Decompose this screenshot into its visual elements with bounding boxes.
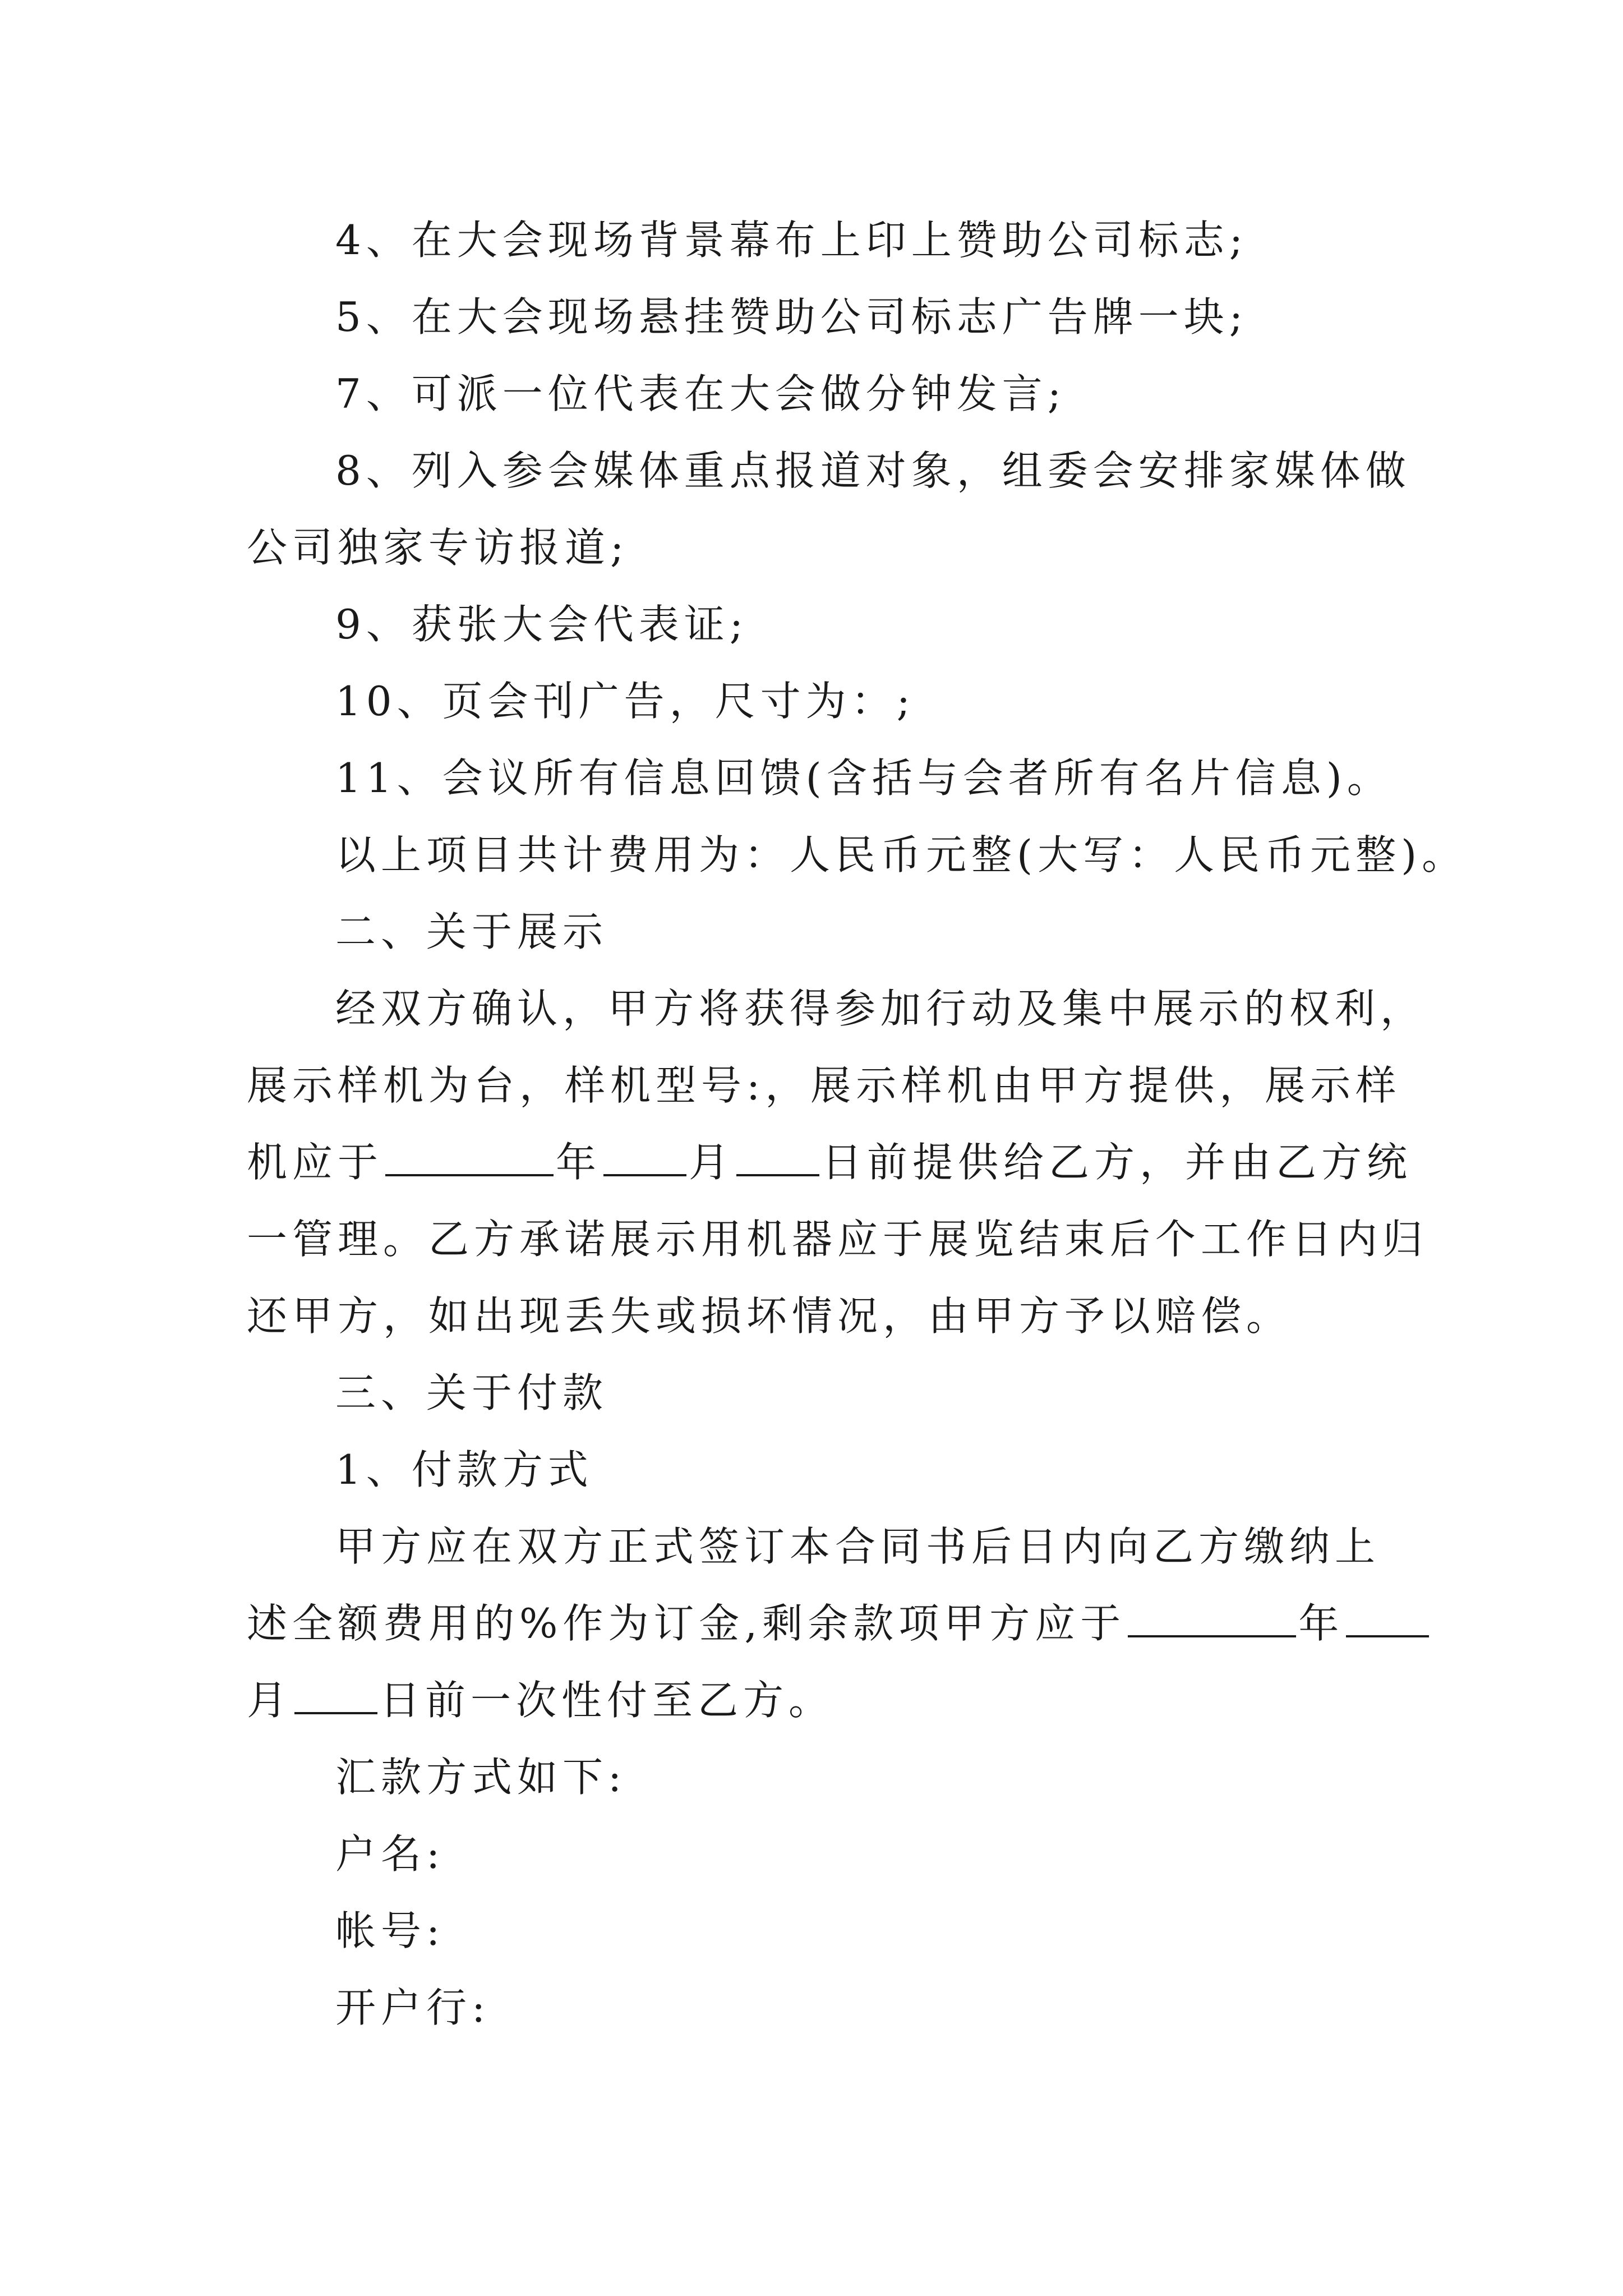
payment-line3-text-a: 月	[247, 1677, 293, 1724]
payment-line2-text-b: 年	[1298, 1600, 1344, 1647]
payment-day-blank	[294, 1676, 377, 1714]
day-blank	[736, 1138, 819, 1176]
display-line3-text-a: 机应于	[247, 1139, 384, 1186]
section-heading-display: 二、关于展示	[335, 908, 608, 955]
month-blank	[603, 1138, 686, 1176]
list-item-9: 9、获张大会代表证;	[335, 601, 749, 648]
payment-para-line1: 甲方应在双方正式签订本合同书后日内向乙方缴纳上	[335, 1523, 1381, 1570]
year-blank	[385, 1138, 554, 1176]
list-item-7: 7、可派一位代表在大会做分钟发言;	[335, 370, 1067, 417]
payment-year-blank	[1128, 1599, 1296, 1637]
display-para-line4: 一管理。乙方承诺展示用机器应于展览结束后个工作日内归	[247, 1216, 1428, 1263]
account-name-label: 户名:	[335, 1830, 445, 1878]
display-line3-text-b: 年	[556, 1139, 602, 1186]
payment-month-blank-a	[1346, 1599, 1429, 1637]
list-item-8-line2: 公司独家专访报道;	[247, 524, 629, 571]
display-line3-text-c: 月	[689, 1139, 735, 1186]
remittance-heading: 汇款方式如下:	[335, 1754, 627, 1801]
account-number-label: 帐号:	[335, 1907, 445, 1954]
bank-label: 开户行:	[335, 1984, 491, 2031]
section-heading-payment: 三、关于付款	[335, 1369, 608, 1416]
document-body	[247, 202, 1468, 2046]
payment-para-line2	[247, 1585, 1380, 1662]
list-item-10: 10、页会刊广告，尺寸为：;	[335, 678, 915, 725]
display-para-line3	[247, 1124, 1413, 1201]
list-item-4: 4、在大会现场背景幕布上印上赞助公司标志;	[335, 217, 1248, 264]
payment-method-heading: 1、付款方式	[335, 1446, 593, 1493]
display-para-line2: 展示样机为台，样机型号:，展示样机由甲方提供，展示样	[247, 1062, 1401, 1109]
display-para-line5: 还甲方，如出现丢失或损坏情况，由甲方予以赔偿。	[247, 1292, 1292, 1340]
display-para-line1: 经双方确认，甲方将获得参加行动及集中展示的权利，	[335, 985, 1426, 1032]
payment-para-line3	[247, 1662, 1380, 1739]
list-item-5: 5、在大会现场悬挂赞助公司标志广告牌一块;	[335, 293, 1248, 341]
list-item-11: 11、会议所有信息回馈(含括与会者所有名片信息)。	[335, 754, 1393, 802]
display-line3-text-d: 日前提供给乙方，并由乙方统	[822, 1139, 1413, 1186]
total-fee-line: 以上项目共计费用为：人民币元整(大写：人民币元整)。	[335, 831, 1468, 878]
payment-line2-text-a: 述全额费用的%作为订金,剩余款项甲方应于	[247, 1600, 1126, 1647]
payment-line3-text-b: 日前一次性付至乙方。	[380, 1677, 834, 1724]
list-item-8-line1: 8、列入参会媒体重点报道对象，组委会安排家媒体做	[335, 447, 1411, 494]
